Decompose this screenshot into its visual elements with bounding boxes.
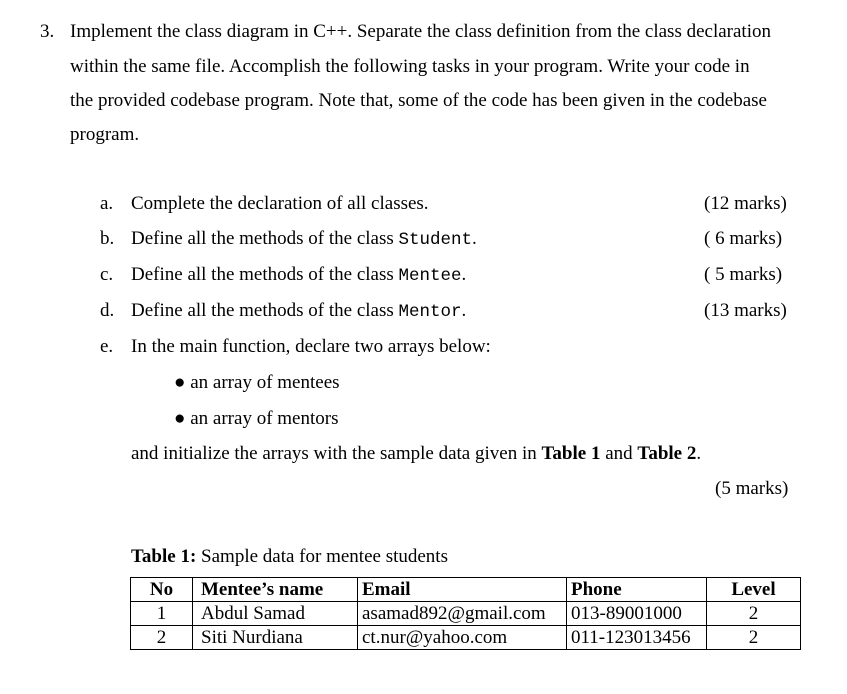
task-b-suffix: . [472,228,477,249]
cell-phone: 013-89001000 [567,602,707,626]
bullet-item-1 [174,373,340,392]
table-row [131,626,801,650]
task-a-text: Complete the declaration of all classes. [131,193,429,214]
task-d-suffix: . [461,300,467,321]
task-b-class-name: Student [398,230,473,250]
task-c-letter: c. [100,264,114,285]
header-phone: Phone [567,578,707,602]
task-e-init-line [131,444,701,463]
question-number: 3. [40,21,55,42]
task-e-letter: e. [100,336,114,357]
task-d-text: Define all the methods of the class [131,300,399,321]
cell-level: 2 [707,602,801,626]
task-a-marks: (12 marks) [704,193,787,214]
task-c-marks: ( 5 marks) [704,264,783,285]
task-b-line [131,229,477,250]
question-line-4: program. [70,124,140,145]
task-b-text: Define all the methods of the class [131,228,399,249]
task-c-suffix: . [461,264,467,285]
task-d-class-name: Mentor [398,302,462,322]
task-c-class-name: Mentee [398,266,462,286]
init-prefix: and initialize the arrays with the sample data given in [131,443,542,464]
cell-email: ct.nur@yahoo.com [358,626,567,650]
task-e-marks: (5 marks) [715,478,789,499]
header-email: Email [358,578,567,602]
cell-phone: 011-123013456 [567,626,707,650]
cell-name: Siti Nurdiana [193,626,358,650]
task-d-line [131,301,466,322]
bullet-text: an array of mentees [190,372,340,393]
table-caption [131,547,448,566]
task-a-letter: a. [100,193,114,214]
cell-no: 2 [131,626,193,650]
cell-level: 2 [707,626,801,650]
and-word: and [600,443,638,464]
table2-ref: Table 2 [637,443,697,464]
header-no: No [131,578,193,602]
question-line-2: within the same file. Accomplish the following tasks in your program. Write your code in [70,56,750,77]
bullet-icon: ● [174,408,186,429]
task-e-text: In the main function, declare two arrays below: [131,336,491,357]
task-c-text: Define all the methods of the class [131,264,399,285]
bullet-item-2 [174,409,338,428]
task-d-letter: d. [100,300,115,321]
cell-email: asamad892@gmail.com [358,602,567,626]
cell-no: 1 [131,602,193,626]
task-c-line [131,265,466,286]
table-row [131,602,801,626]
header-level: Level [707,578,801,602]
init-suffix: . [696,443,702,464]
table-caption-label: Table 1: [131,546,197,567]
mentee-table [130,577,801,650]
table-caption-text: Sample data for mentee students [196,546,448,567]
header-name: Mentee’s name [193,578,358,602]
task-b-marks: ( 6 marks) [704,228,783,249]
bullet-icon: ● [174,372,186,393]
table-header-row [131,578,801,602]
cell-name: Abdul Samad [193,602,358,626]
task-b-letter: b. [100,228,115,249]
task-d-marks: (13 marks) [704,300,787,321]
table1-ref: Table 1 [541,443,601,464]
question-line-1: Implement the class diagram in C++. Separate the class definition from the class declaration [70,21,771,42]
bullet-text: an array of mentors [190,408,339,429]
question-line-3: the provided codebase program. Note that, some of the code has been given in the codebase [70,90,767,111]
